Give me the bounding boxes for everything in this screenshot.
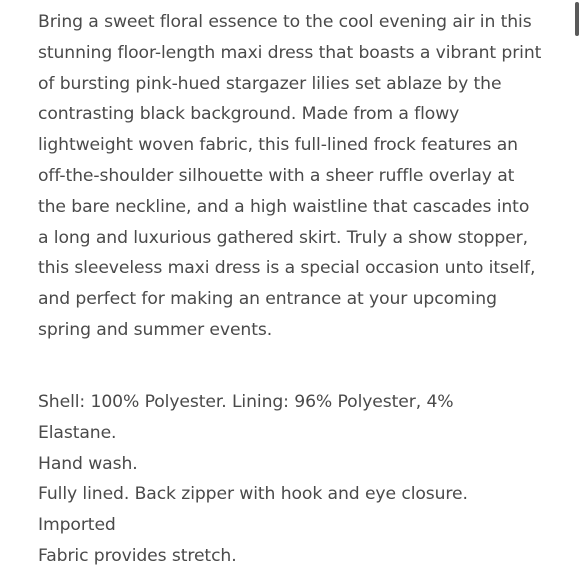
product-details bbox=[38, 387, 558, 572]
details-line-fabric: Shell: 100% Polyester. Lining: 96% Polyester, 4% bbox=[38, 392, 454, 412]
description-line: contrasting black background. Made from a flowy bbox=[38, 104, 460, 125]
description-line: stunning floor-length maxi dress that boasts a vibrant print bbox=[38, 42, 542, 63]
scrollbar-thumb[interactable] bbox=[575, 2, 579, 36]
product-description bbox=[38, 7, 558, 346]
details-line-origin: Imported bbox=[38, 515, 116, 536]
description-line: lightweight woven fabric, this full-lined frock features an bbox=[38, 135, 518, 156]
description-line: of bursting pink-hued stargazer lilies set ablaze by the bbox=[38, 73, 502, 94]
description-line: Bring a sweet floral essence to the cool evening air in this bbox=[38, 12, 532, 32]
description-line: and perfect for making an entrance at your upcoming bbox=[38, 289, 497, 310]
description-line: a long and luxurious gathered skirt. Truly a show stopper, bbox=[38, 227, 529, 248]
description-line: off-the-shoulder silhouette with a sheer ruffle overlay at bbox=[38, 165, 515, 186]
details-line-care: Hand wash. bbox=[38, 453, 138, 474]
details-line-stretch: Fabric provides stretch. bbox=[38, 545, 237, 566]
details-line-construction: Fully lined. Back zipper with hook and eye closure. bbox=[38, 484, 468, 505]
description-line: spring and summer events. bbox=[38, 319, 273, 340]
description-line: the bare neckline, and a high waistline that cascades into bbox=[38, 196, 530, 217]
details-line-fabric-cont: Elastane. bbox=[38, 422, 117, 443]
scrollbar[interactable] bbox=[574, 0, 580, 580]
description-line: this sleeveless maxi dress is a special occasion unto itself, bbox=[38, 258, 536, 279]
